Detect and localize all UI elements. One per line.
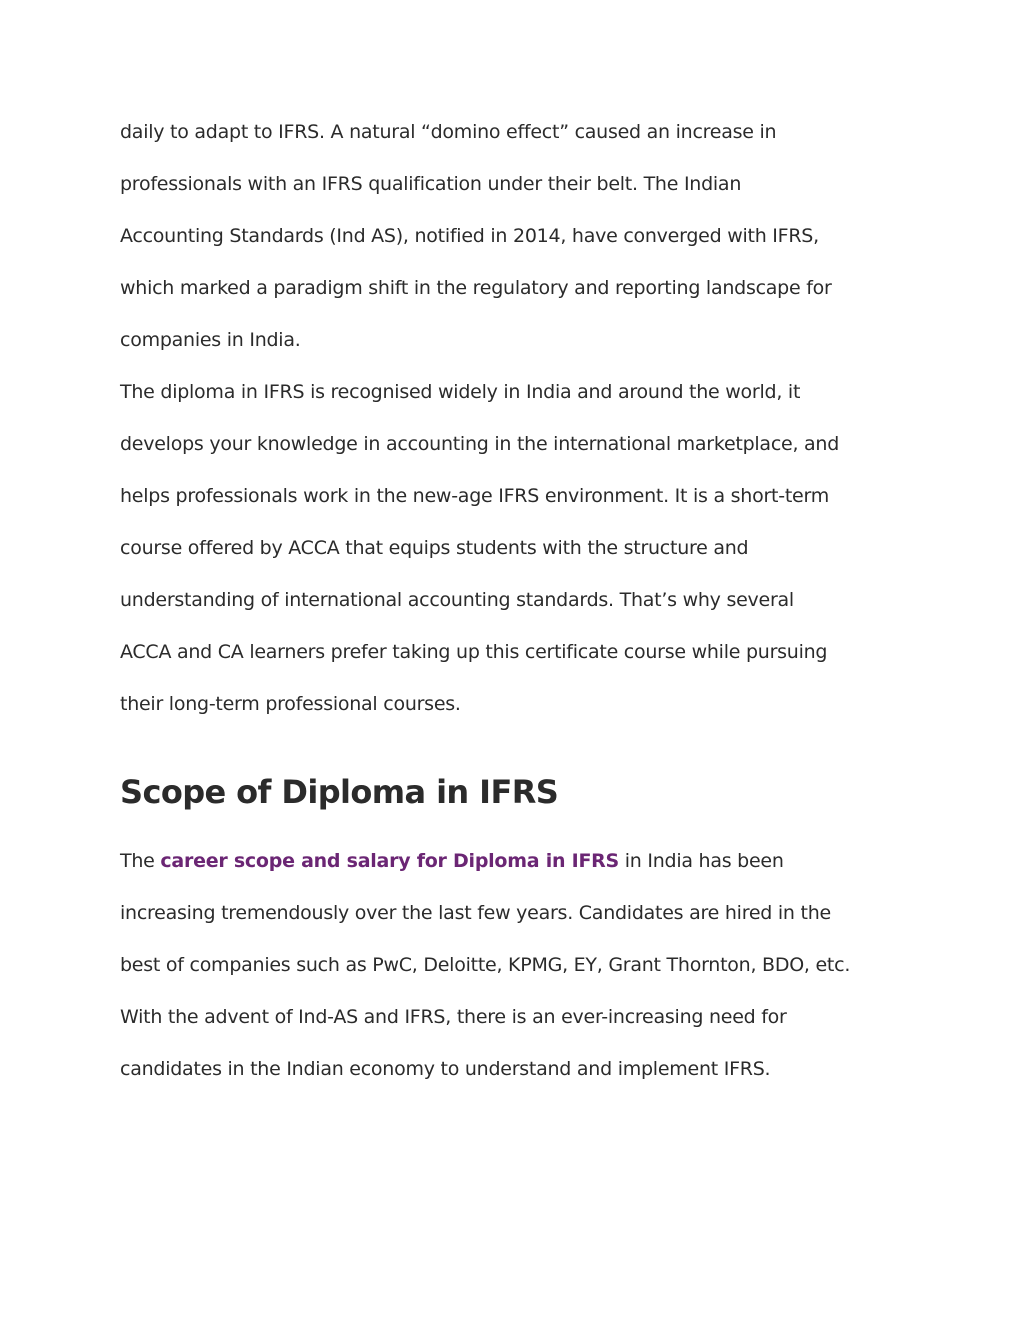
text-fragment: The xyxy=(120,850,161,872)
paragraph-diploma-overview xyxy=(120,366,920,730)
text-line-with-link xyxy=(120,835,920,887)
text-line: understanding of international accounting standards. That’s why several xyxy=(120,589,794,611)
text-line: course offered by ACCA that equips students with the structure and xyxy=(120,537,749,559)
text-line: professionals with an IFRS qualification under their belt. The Indian xyxy=(120,173,742,195)
text-line: their long-term professional courses. xyxy=(120,693,461,715)
text-line: helps professionals work in the new-age IFRS environment. It is a short-term xyxy=(120,485,829,507)
text-line: best of companies such as PwC, Deloitte, KPMG, EY, Grant Thornton, BDO, etc. xyxy=(120,954,851,976)
text-line: ACCA and CA learners prefer taking up this certificate course while pursuing xyxy=(120,641,828,663)
career-scope-link[interactable]: career scope and salary for Diploma in IFRS xyxy=(160,850,619,872)
text-line: daily to adapt to IFRS. A natural “domino effect” caused an increase in xyxy=(120,121,777,143)
text-line: With the advent of Ind-AS and IFRS, there is an ever-increasing need for xyxy=(120,1006,787,1028)
text-line: companies in India. xyxy=(120,329,301,351)
text-line: Accounting Standards (Ind AS), notified in 2014, have converged with IFRS, xyxy=(120,225,819,247)
text-line: which marked a paradigm shift in the regulatory and reporting landscape for xyxy=(120,277,832,299)
text-line: The diploma in IFRS is recognised widely in India and around the world, it xyxy=(120,381,801,403)
text-line: increasing tremendously over the last few years. Candidates are hired in the xyxy=(120,902,831,924)
paragraph-scope xyxy=(120,835,920,1095)
document-page xyxy=(120,106,920,1095)
spacer xyxy=(120,816,920,835)
paragraph-continuation xyxy=(120,106,920,366)
text-line: candidates in the Indian economy to understand and implement IFRS. xyxy=(120,1058,771,1080)
spacer xyxy=(120,730,920,768)
text-line: develops your knowledge in accounting in the international marketplace, and xyxy=(120,433,840,455)
text-fragment: in India has been xyxy=(618,850,784,872)
section-heading: Scope of Diploma in IFRS xyxy=(120,773,559,811)
